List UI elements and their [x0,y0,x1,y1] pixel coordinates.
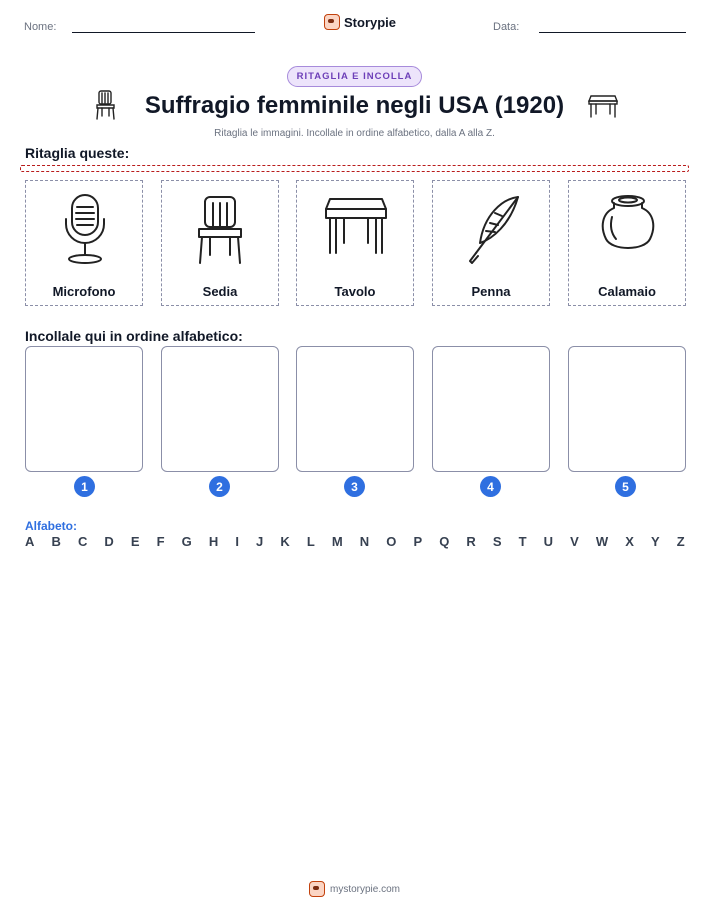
slot-number-2: 2 [209,476,230,497]
cut-card-sedia[interactable] [161,180,279,306]
alphabet-letter: L [306,534,315,549]
date-label: Data: [493,21,520,33]
cut-card-label: Penna [471,284,511,299]
slot-number-3: 3 [344,476,365,497]
paste-slot-2[interactable] [161,346,279,472]
alphabet-letter: Z [676,534,685,549]
cut-section-heading: Ritaglia queste: [25,145,130,161]
cut-guide-line [20,165,689,172]
alphabet-letter: H [208,534,219,549]
alphabet-letter: T [518,534,527,549]
alphabet-letter: X [625,534,634,549]
cut-card-microfono[interactable] [25,180,143,306]
alphabet-letter: J [256,534,264,549]
cut-card-label: Calamaio [598,284,656,299]
alphabet-letter: A [25,534,35,549]
alphabet-heading: Alfabeto: [25,519,77,533]
alphabet-letter: I [235,534,239,549]
microphone-icon [55,191,115,281]
cut-card-label: Tavolo [334,284,376,299]
brand-logo [324,14,396,30]
alphabet-letter: N [359,534,370,549]
slot-number-1: 1 [74,476,95,497]
feather-pen-icon [462,191,522,281]
alphabet-letter: M [331,534,343,549]
paste-slot-1[interactable] [25,346,143,472]
cut-card-penna[interactable] [432,180,550,306]
footer [0,881,709,897]
alphabet-letter: P [413,534,423,549]
date-line [539,32,686,33]
alphabet-letter: R [466,534,476,549]
chair-icon [191,191,251,281]
alphabet-letter: K [280,534,290,549]
alphabet-letter: B [51,534,61,549]
cut-card-label: Sedia [202,284,238,299]
storypie-logo-icon [324,14,340,30]
slot-number-4: 4 [480,476,501,497]
alphabet-letter: O [386,534,397,549]
page-subtitle: Ritaglia le immagini. Incollale in ordine alfabetico, dalla A alla Z. [214,128,495,139]
name-label: Nome: [24,21,57,33]
table-decoration-icon [587,93,619,119]
slot-number-5: 5 [615,476,636,497]
paste-slot-5[interactable] [568,346,686,472]
cut-card-tavolo[interactable] [296,180,414,306]
alphabet-letter: Y [650,534,660,549]
alphabet-letter: Q [439,534,450,549]
paste-section-heading: Incollale qui in ordine alfabetico: [25,328,243,344]
cut-card-calamaio[interactable] [568,180,686,306]
page-title: Suffragio femminile negli USA (1920) [144,92,565,119]
alphabet-letter: S [492,534,502,549]
table-icon [320,191,392,281]
cut-card-label: Microfono [52,284,116,299]
alphabet-letter: F [156,534,165,549]
activity-badge: RITAGLIA E INCOLLA [287,66,422,87]
alphabet-letter: W [595,534,609,549]
name-line [72,32,255,33]
paste-slot-3[interactable] [296,346,414,472]
alphabet-letter: E [130,534,140,549]
alphabet-letter: C [77,534,88,549]
paste-slot-4[interactable] [432,346,550,472]
footer-url: mystorypie.com [329,883,400,895]
alphabet-letter: D [104,534,114,549]
alphabet-letter: V [570,534,579,549]
brand-name: Storypie [344,14,397,30]
storypie-logo-icon [309,881,325,897]
alphabet-letter: G [181,534,192,549]
inkwell-icon [598,191,658,281]
alphabet-letter: U [543,534,554,549]
alphabet-letters [25,534,685,549]
